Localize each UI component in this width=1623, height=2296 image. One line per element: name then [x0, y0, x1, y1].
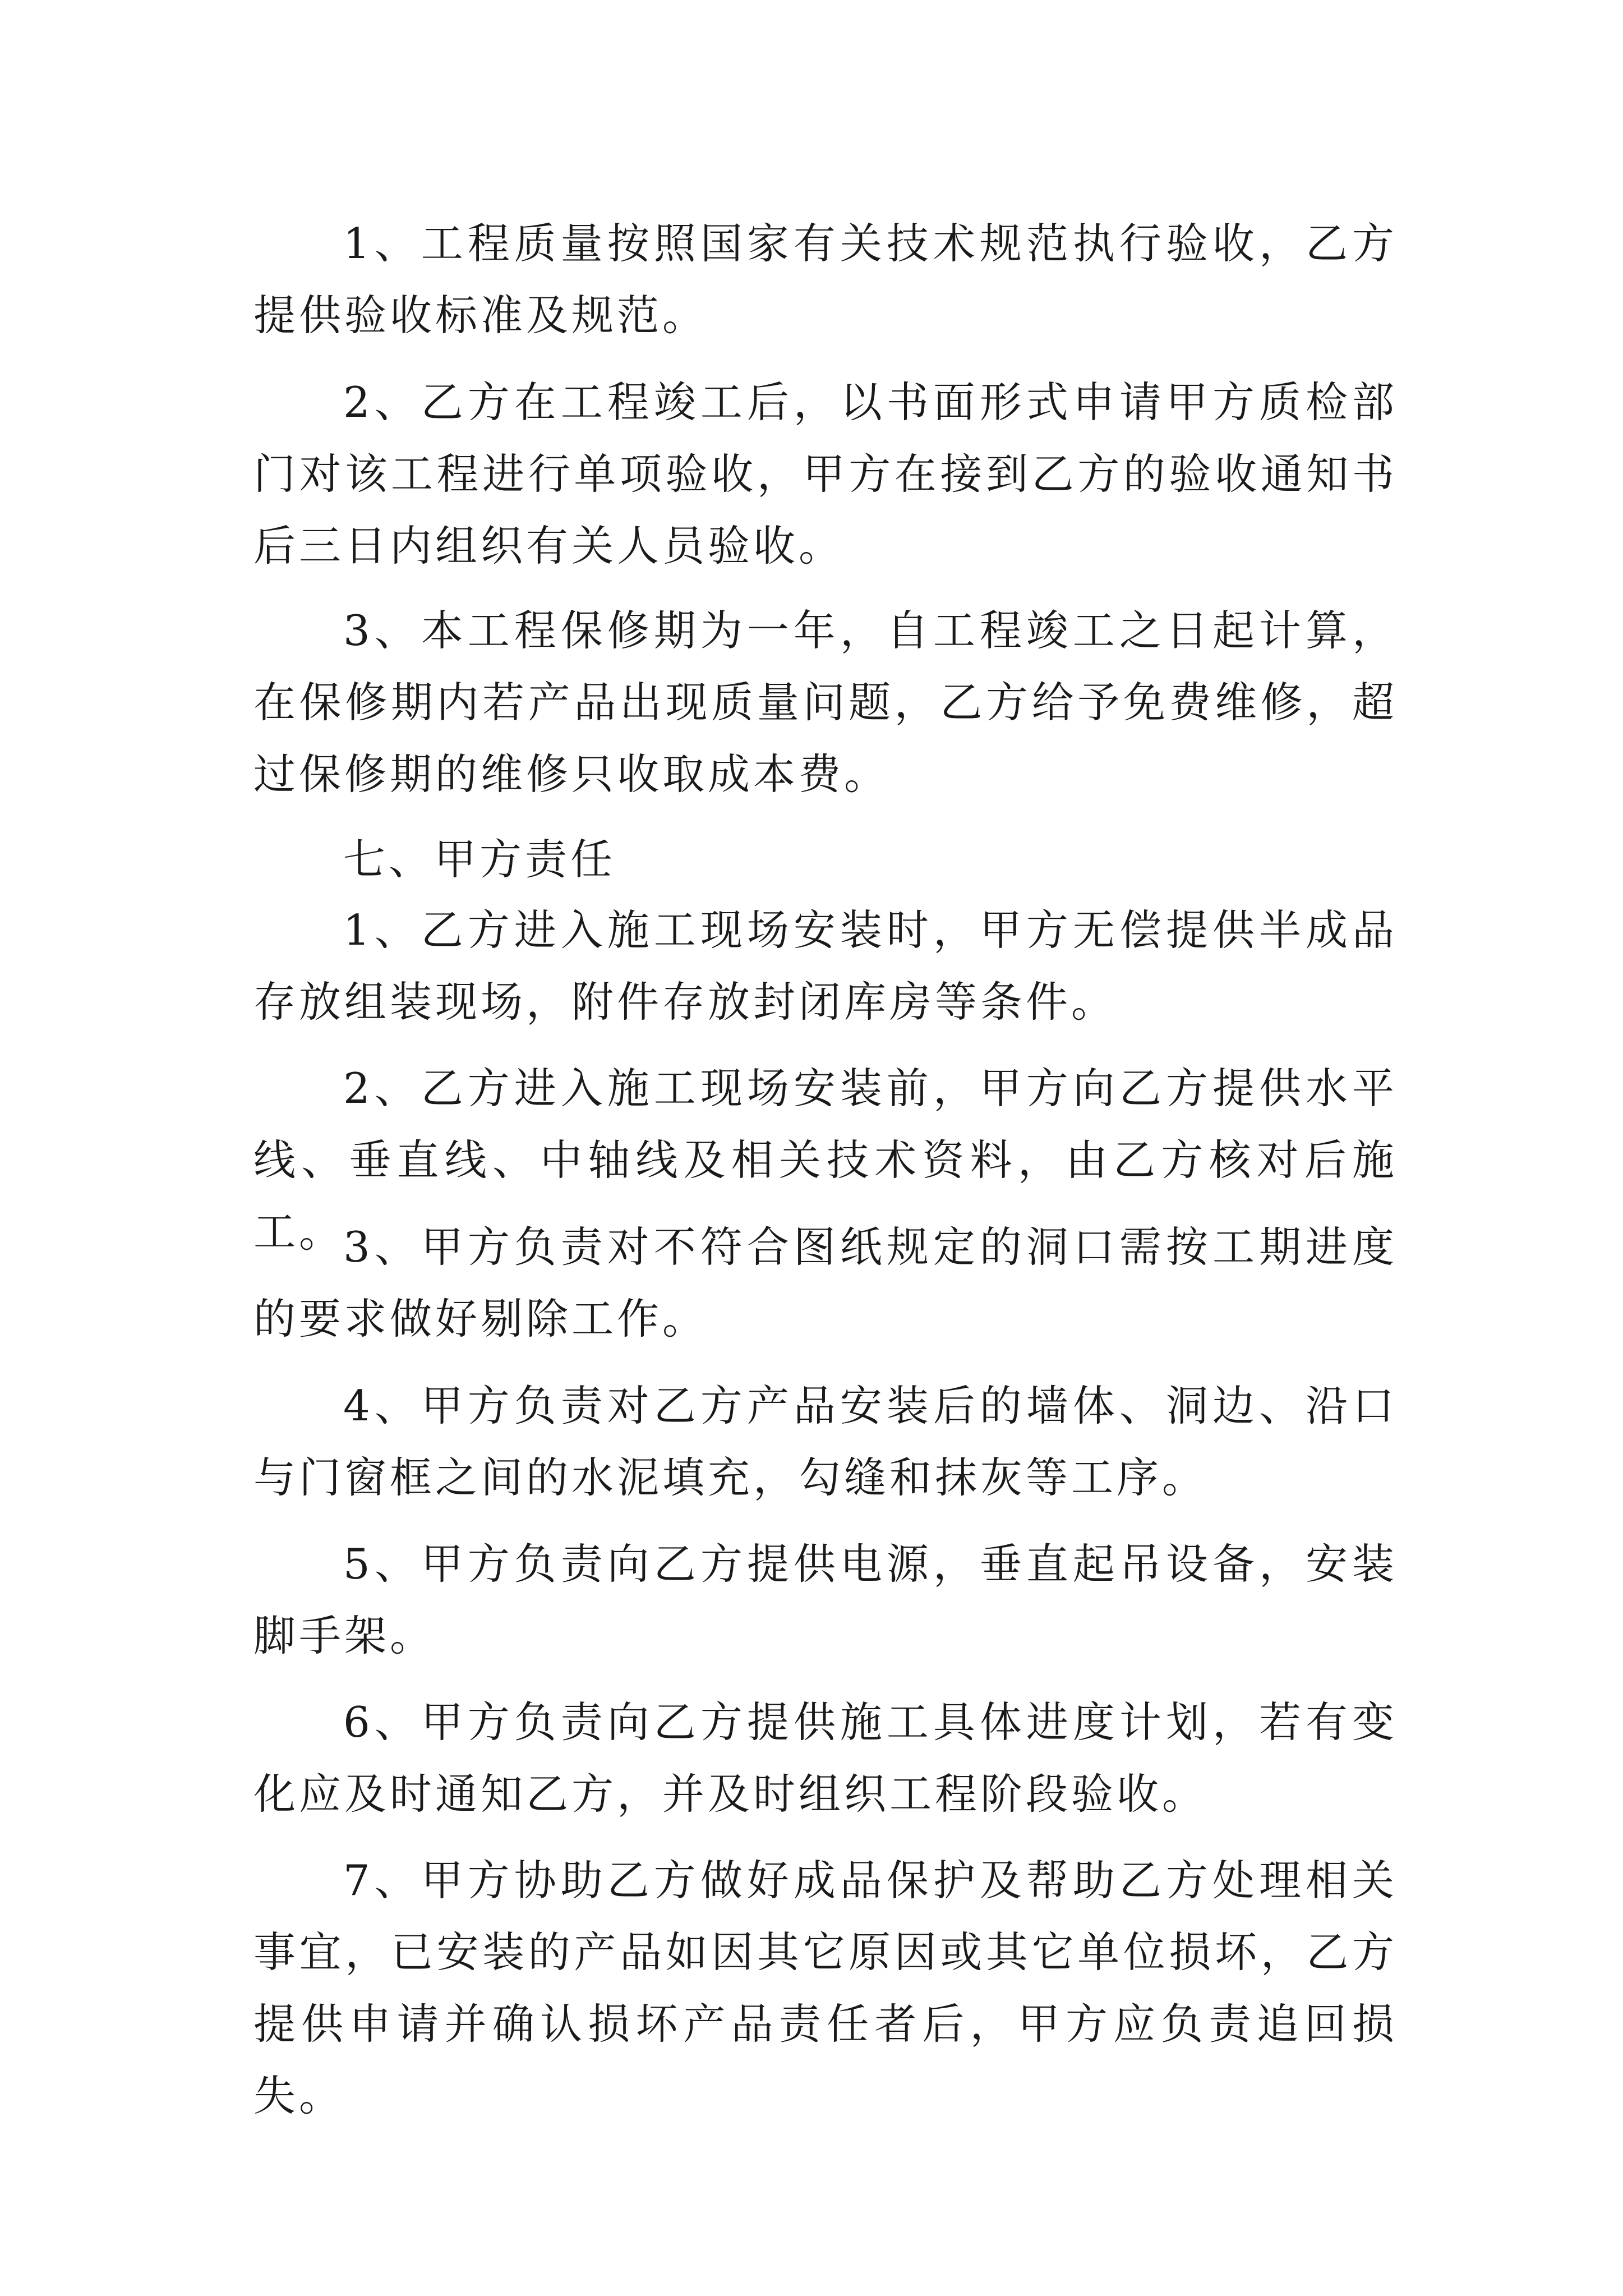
- paragraph-party-a-item-7: 7、甲方协助乙方做好成品保护及帮助乙方处理相关事宜，已安装的产品如因其它原因或其它单位损坏，乙方提供申请并确认损坏产品责任者后，甲方应负责追回损失。: [253, 1856, 1398, 2120]
- paragraph-warranty-period: 3、本工程保修期为一年，自工程竣工之日起计算，在保修期内若产品出现质量问题，乙方给予免费维修，超过保修期的维修只收取成本费。: [253, 606, 1398, 799]
- paragraph-acceptance-application: 2、乙方在工程竣工后，以书面形式申请甲方质检部门对该工程进行单项验收，甲方在接到乙方的验收通知书后三日内组织有关人员验收。: [253, 378, 1398, 570]
- paragraph-party-a-item-1: 1、乙方进入施工现场安装时，甲方无偿提供半成品存放组装现场，附件存放封闭库房等条件。: [253, 905, 1398, 1027]
- section-heading-party-a-responsibilities: 七、甲方责任: [343, 835, 616, 884]
- paragraph-party-a-item-2: 2、乙方进入施工现场安装前，甲方向乙方提供水平线、垂直线、中轴线及相关技术资料，由乙方核对后施工。: [253, 1064, 1398, 1257]
- paragraph-acceptance-standard: 1、工程质量按照国家有关技术规范执行验收，乙方提供验收标准及规范。: [253, 219, 1398, 340]
- paragraph-party-a-item-3: 3、甲方负责对不符合图纸规定的洞口需按工期进度的要求做好剔除工作。: [253, 1222, 1398, 1343]
- paragraph-party-a-item-6: 6、甲方负责向乙方提供施工具体进度计划，若有变化应及时通知乙方，并及时组织工程阶段验收。: [253, 1697, 1398, 1819]
- paragraph-party-a-item-4: 4、甲方负责对乙方产品安装后的墙体、洞边、沿口与门窗框之间的水泥填充，勾缝和抹灰等工序。: [253, 1381, 1398, 1502]
- paragraph-party-a-item-5: 5、甲方负责向乙方提供电源，垂直起吊设备，安装脚手架。: [253, 1539, 1398, 1660]
